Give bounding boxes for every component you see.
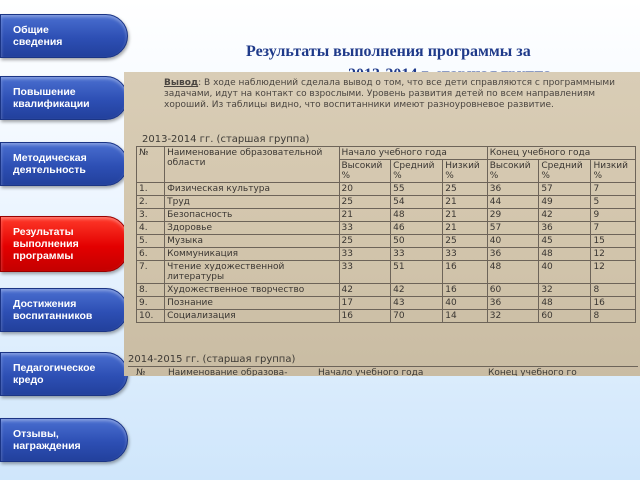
- row-value: 40: [487, 235, 539, 248]
- header-mid-end: Средний %: [539, 160, 591, 183]
- row-value: 33: [443, 248, 487, 261]
- strip-start: Начало учебного года: [318, 368, 424, 376]
- row-value: 36: [487, 183, 539, 196]
- page-title-line-1: Результаты выполнения программы за: [246, 43, 531, 60]
- row-value: 16: [591, 297, 636, 310]
- table-header-row: [137, 147, 636, 160]
- table-row: [137, 297, 636, 310]
- row-value: 48: [539, 297, 591, 310]
- row-value: 42: [339, 284, 391, 297]
- row-value: 12: [591, 261, 636, 284]
- row-area-name: Чтение художественной литературы: [165, 261, 339, 284]
- row-area-name: Безопасность: [165, 209, 339, 222]
- row-value: 36: [539, 222, 591, 235]
- row-value: 32: [539, 284, 591, 297]
- table-caption-2014: 2014-2015 гг. (старшая группа): [128, 354, 296, 365]
- row-value: 8: [591, 284, 636, 297]
- table-row: [137, 284, 636, 297]
- row-value: 14: [443, 310, 487, 323]
- row-value: 57: [487, 222, 539, 235]
- row-number: 5.: [137, 235, 165, 248]
- header-end: Конец учебного года: [487, 147, 635, 160]
- strip-name: Наименование образова-: [168, 368, 288, 376]
- row-value: 42: [391, 284, 443, 297]
- table-caption-2013: 2013-2014 гг. (старшая группа): [142, 134, 310, 145]
- nav-button-label: Педагогическое кредо: [13, 362, 96, 386]
- table-row: [137, 261, 636, 284]
- conclusion-label: Вывод: [164, 78, 199, 88]
- row-area-name: Коммуникация: [165, 248, 339, 261]
- table-body: [137, 183, 636, 323]
- row-number: 1.: [137, 183, 165, 196]
- row-value: 42: [539, 209, 591, 222]
- row-value: 49: [539, 196, 591, 209]
- row-area-name: Музыка: [165, 235, 339, 248]
- row-value: 50: [391, 235, 443, 248]
- nav-button-label: Достижения воспитанников: [13, 298, 93, 322]
- nav-button-achievements[interactable]: [0, 288, 128, 332]
- row-value: 57: [539, 183, 591, 196]
- row-value: 17: [339, 297, 391, 310]
- table-row: [137, 183, 636, 196]
- row-value: 33: [339, 261, 391, 284]
- row-value: 21: [443, 209, 487, 222]
- row-number: 6.: [137, 248, 165, 261]
- row-value: 46: [391, 222, 443, 235]
- table-row: [137, 235, 636, 248]
- row-value: 8: [591, 310, 636, 323]
- table-row: [137, 222, 636, 235]
- row-value: 40: [443, 297, 487, 310]
- nav-button-label: Методическая деятельность: [13, 152, 87, 176]
- row-value: 44: [487, 196, 539, 209]
- row-value: 43: [391, 297, 443, 310]
- header-high: Высокий %: [339, 160, 391, 183]
- row-value: 32: [487, 310, 539, 323]
- row-value: 25: [443, 183, 487, 196]
- header-low: Низкий %: [443, 160, 487, 183]
- nav-button-label: Повышение квалификации: [13, 86, 90, 110]
- row-value: 12: [591, 248, 636, 261]
- row-value: 70: [391, 310, 443, 323]
- header-num: №: [137, 147, 165, 183]
- row-value: 40: [539, 261, 591, 284]
- row-value: 16: [443, 284, 487, 297]
- row-value: 25: [443, 235, 487, 248]
- header-low-end: Низкий %: [591, 160, 636, 183]
- nav-button-label: Результаты выполнения программы: [13, 226, 79, 262]
- header-mid: Средний %: [391, 160, 443, 183]
- row-number: 3.: [137, 209, 165, 222]
- row-area-name: Художественное творчество: [165, 284, 339, 297]
- header-high-end: Высокий %: [487, 160, 539, 183]
- strip-num: №: [136, 368, 146, 376]
- nav-button-methodical[interactable]: [0, 142, 128, 186]
- conclusion-text: [164, 78, 634, 111]
- row-value: 7: [591, 222, 636, 235]
- nav-button-general-info[interactable]: [0, 14, 128, 58]
- row-value: 36: [487, 297, 539, 310]
- row-value: 54: [391, 196, 443, 209]
- row-area-name: Социализация: [165, 310, 339, 323]
- row-value: 48: [391, 209, 443, 222]
- row-area-name: Познание: [165, 297, 339, 310]
- row-value: 33: [339, 222, 391, 235]
- row-value: 29: [487, 209, 539, 222]
- row-value: 48: [539, 248, 591, 261]
- row-value: 45: [539, 235, 591, 248]
- row-area-name: Труд: [165, 196, 339, 209]
- row-value: 60: [539, 310, 591, 323]
- nav-button-credo[interactable]: [0, 352, 128, 396]
- nav-button-reviews-awards[interactable]: [0, 418, 128, 462]
- header-start: Начало учебного года: [339, 147, 487, 160]
- row-number: 9.: [137, 297, 165, 310]
- results-table: [136, 146, 636, 323]
- row-value: 36: [487, 248, 539, 261]
- nav-button-qualification[interactable]: [0, 76, 128, 120]
- row-value: 51: [391, 261, 443, 284]
- row-value: 9: [591, 209, 636, 222]
- row-number: 8.: [137, 284, 165, 297]
- row-value: 25: [339, 196, 391, 209]
- row-value: 33: [339, 248, 391, 261]
- row-value: 5: [591, 196, 636, 209]
- nav-button-label: Общие сведения: [13, 24, 63, 48]
- row-value: 16: [443, 261, 487, 284]
- header-name: Наименование образовательной области: [165, 147, 339, 183]
- conclusion-body: : В ходе наблюдений сделала вывод о том, что все дети справляются с программными задачами, идут на контакт со взрослыми. Уровень развития детей по всем направлениям хороший. Из таблицы видно, что воспитанники имеют разноуровневое развитие.: [164, 78, 615, 110]
- table-row: [137, 248, 636, 261]
- table-row: [137, 196, 636, 209]
- row-number: 4.: [137, 222, 165, 235]
- row-number: 10.: [137, 310, 165, 323]
- row-area-name: Здоровье: [165, 222, 339, 235]
- row-value: 16: [339, 310, 391, 323]
- row-value: 21: [339, 209, 391, 222]
- nav-button-label: Отзывы, награждения: [13, 428, 81, 452]
- row-value: 7: [591, 183, 636, 196]
- row-value: 21: [443, 196, 487, 209]
- row-number: 7.: [137, 261, 165, 284]
- table-row: [137, 209, 636, 222]
- table-row: [137, 310, 636, 323]
- row-value: 33: [391, 248, 443, 261]
- row-value: 25: [339, 235, 391, 248]
- row-value: 21: [443, 222, 487, 235]
- row-value: 60: [487, 284, 539, 297]
- row-value: 48: [487, 261, 539, 284]
- document-photo: [124, 72, 640, 376]
- row-value: 55: [391, 183, 443, 196]
- row-number: 2.: [137, 196, 165, 209]
- row-value: 20: [339, 183, 391, 196]
- row-value: 15: [591, 235, 636, 248]
- nav-button-program-results[interactable]: [0, 216, 128, 272]
- row-area-name: Физическая культура: [165, 183, 339, 196]
- strip-end: Конец учебного го: [488, 368, 577, 376]
- second-table-header: [128, 366, 638, 376]
